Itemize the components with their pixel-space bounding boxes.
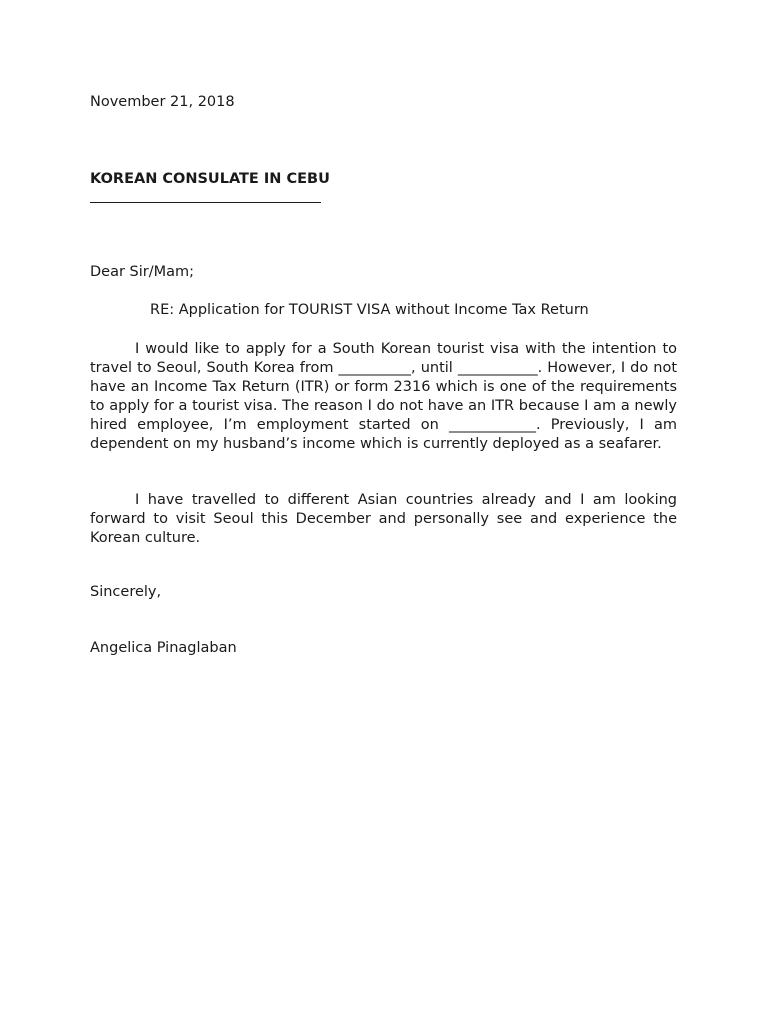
body-paragraph: I would like to apply for a South Korean tourist visa with the intention to travel to Seoul, South Korea from __________, until ___________. However, I do not have an Income Tax Return (ITR) or form 2316 which is one of the requirements to apply for a tourist visa. The reason I do not have an ITR because I am a newly hired employee, I’m employment started on ____________. Previously, I am dependent on my husband’s income which is currently deployed as a seafarer. [90, 341, 677, 452]
letter-date: November 21, 2018 [90, 94, 235, 110]
salutation: Dear Sir/Mam; [90, 264, 195, 280]
body-paragraph: I have travelled to different Asian countries already and I am looking forward to visit Seoul this December and personally see and experience the Korean culture. [90, 492, 677, 546]
recipient-underline [90, 202, 321, 203]
closing: Sincerely, [90, 584, 162, 600]
signature-name: Angelica Pinaglaban [90, 640, 237, 656]
subject-line: RE: Application for TOURIST VISA without Income Tax Return [150, 302, 589, 318]
recipient-name: KOREAN CONSULATE IN CEBU [90, 171, 330, 187]
